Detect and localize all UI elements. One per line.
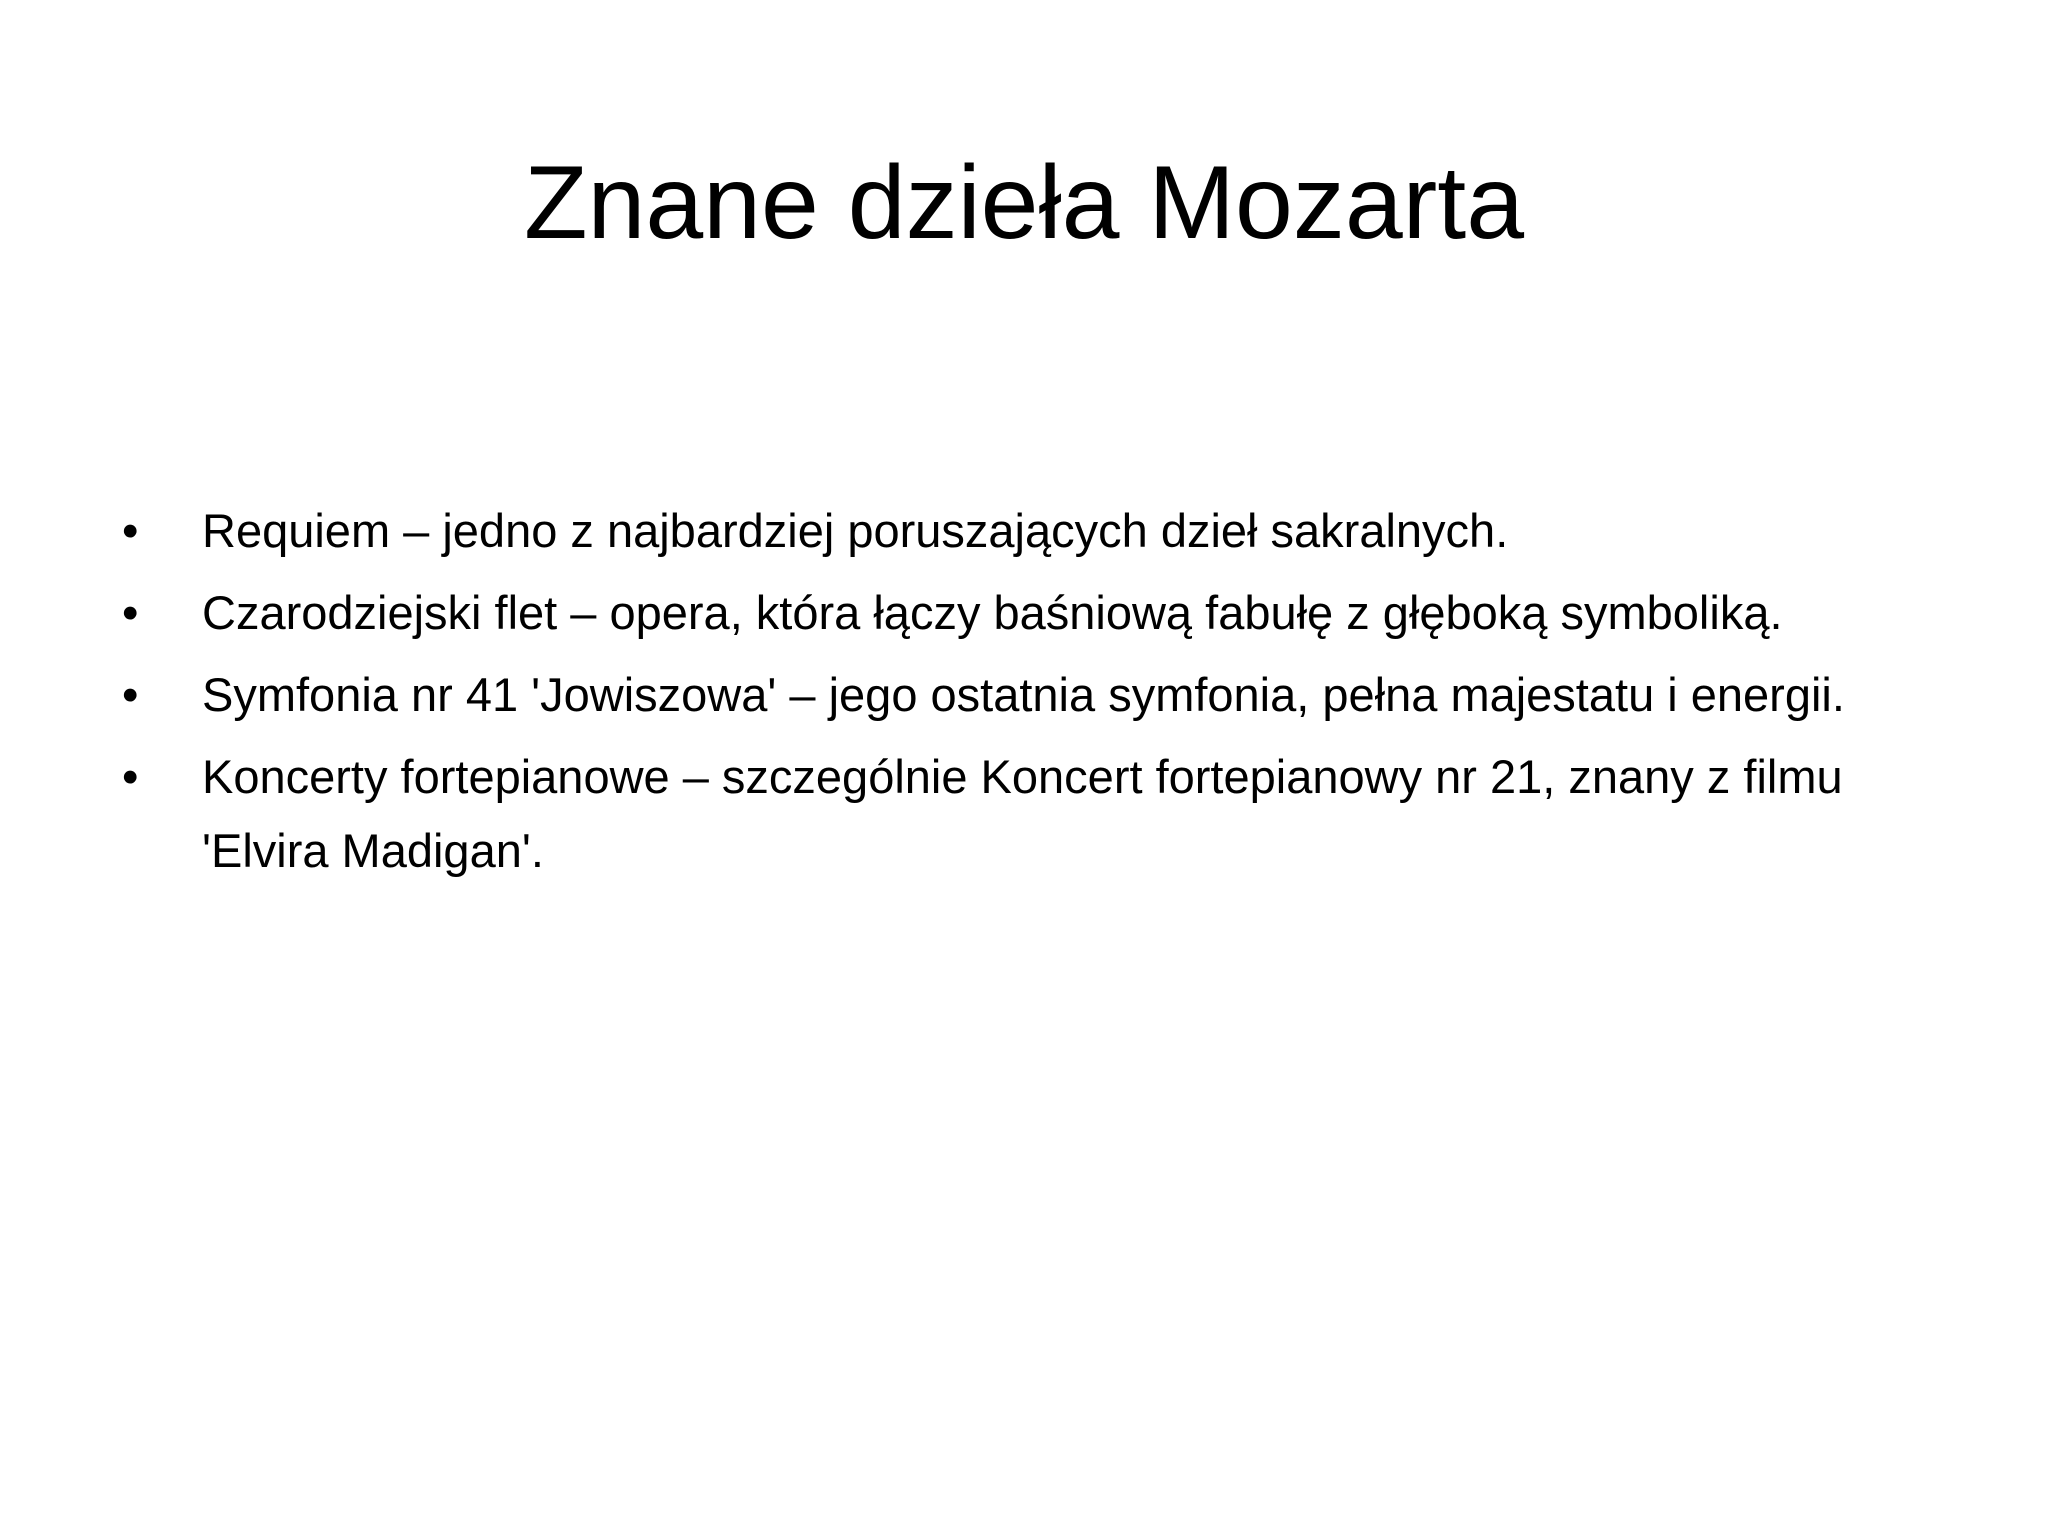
bullet-icon: • — [122, 668, 139, 721]
bullet-text: Requiem – jedno z najbardziej poruszających dzieł sakralnych. — [202, 504, 1509, 557]
list-item — [122, 494, 1922, 568]
bullet-text: Koncerty fortepianowe – szczególnie Koncert fortepianowy nr 21, znany z filmu 'Elvira Madigan'. — [202, 750, 1843, 877]
bullet-icon: • — [122, 504, 139, 557]
list-item — [122, 576, 1922, 650]
bullet-text: Symfonia nr 41 'Jowiszowa' – jego ostatnia symfonia, pełna majestatu i energii. — [202, 668, 1845, 721]
bullet-icon: • — [122, 750, 139, 803]
slide-title: Znane dzieła Mozarta — [523, 145, 1525, 261]
bullet-icon: • — [122, 586, 139, 639]
list-item — [122, 658, 1922, 732]
bullet-list — [122, 494, 1922, 896]
list-item — [122, 740, 1922, 888]
bullet-text: Czarodziejski flet – opera, która łączy baśniową fabułę z głęboką symboliką. — [202, 586, 1783, 639]
